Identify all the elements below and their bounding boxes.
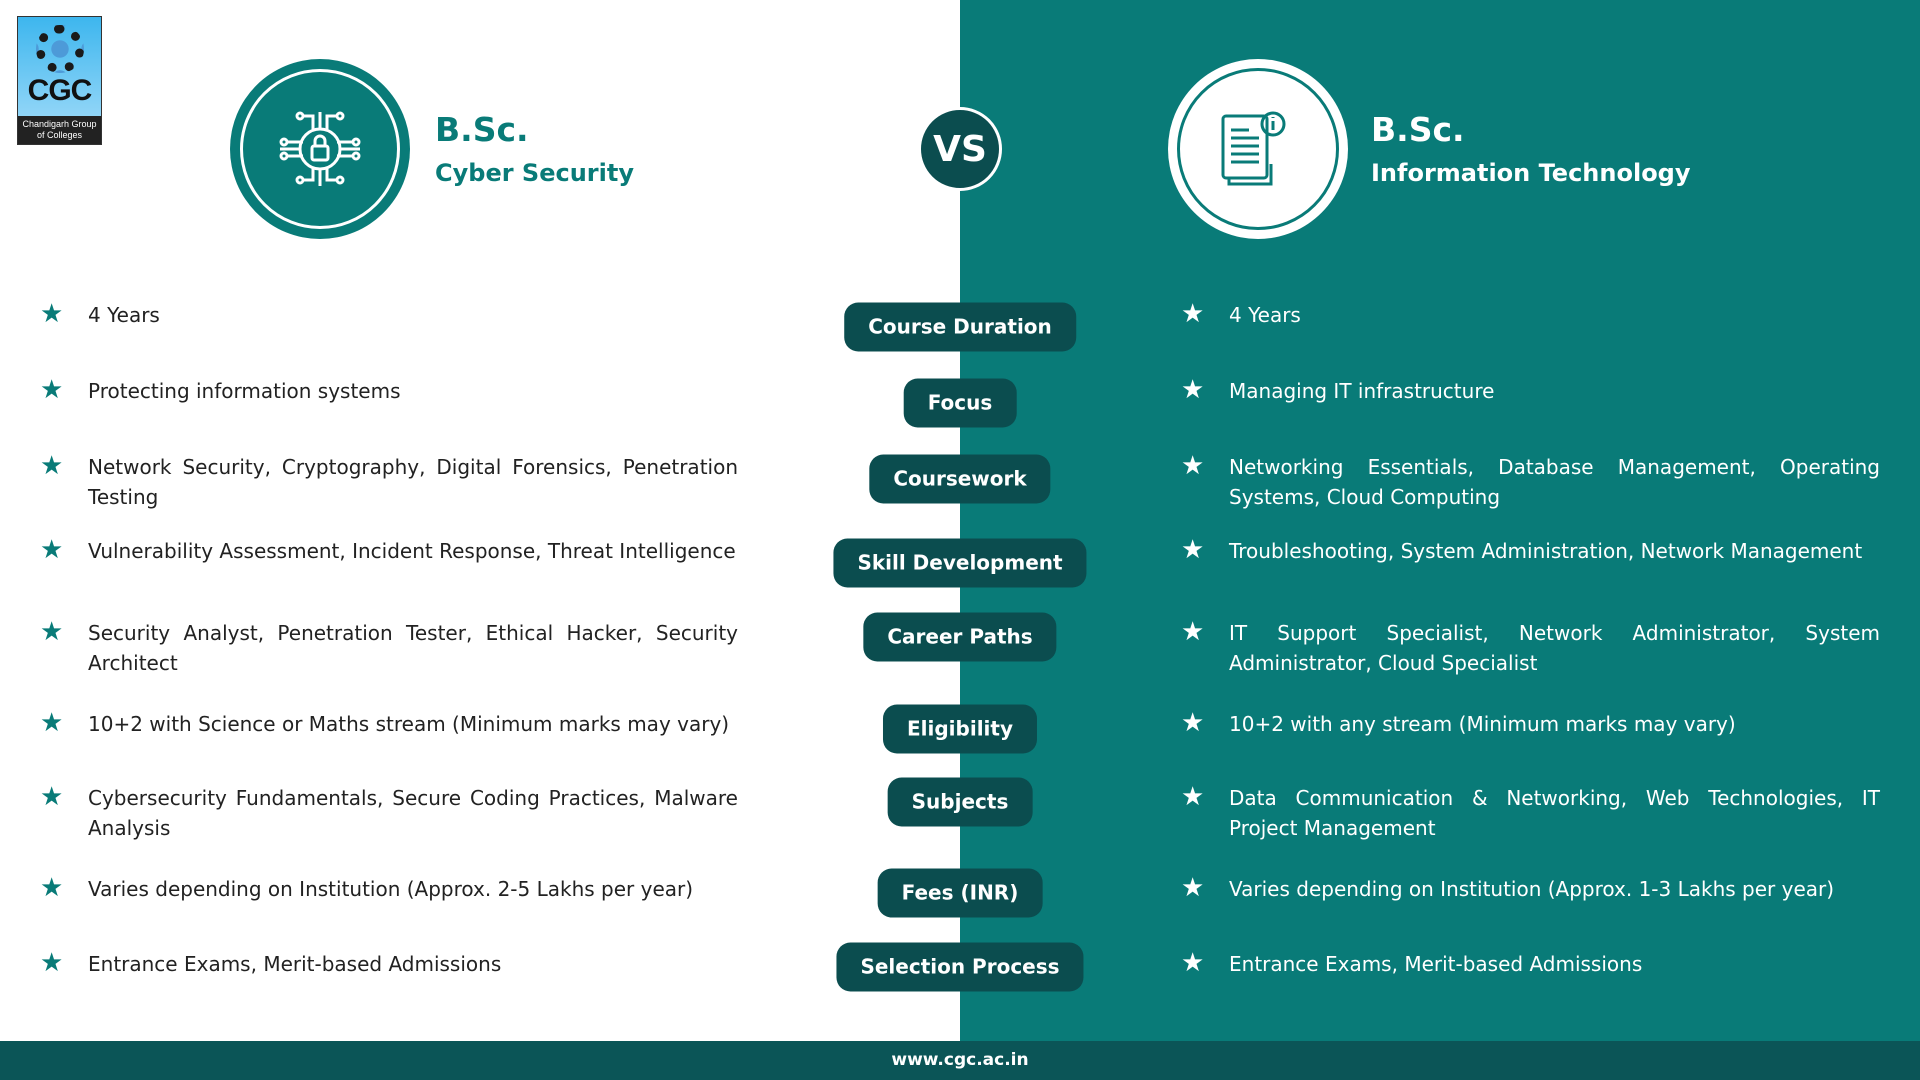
star-icon: ★ [40, 451, 64, 481]
right-skill-development-value: Troubleshooting, System Administration, Network Management [1229, 539, 1863, 563]
right-coursework-value: Networking Essentials, Database Management, Operating Systems, Cloud Computing [1229, 455, 1880, 509]
label-fees-inr: Fees (INR) [878, 869, 1043, 918]
logo-text: CGC [27, 74, 92, 107]
star-icon: ★ [1181, 948, 1205, 978]
right-fees-inr-value: Varies depending on Institution (Approx. 1-3 Lakhs per year) [1229, 877, 1835, 901]
right-course-duration-value: 4 Years [1229, 303, 1301, 327]
label-coursework: Coursework [869, 455, 1050, 504]
right-subjects-value: Data Communication & Networking, Web Technologies, IT Project Management [1229, 786, 1880, 840]
star-icon: ★ [1181, 535, 1205, 565]
star-icon: ★ [40, 782, 64, 812]
label-career-paths: Career Paths [863, 613, 1056, 662]
information-technology-badge [1168, 59, 1348, 239]
star-icon: ★ [1181, 708, 1205, 738]
document-info-icon [1213, 104, 1303, 194]
logo-subtitle: Chandigarh Group of Colleges [18, 116, 101, 144]
label-focus: Focus [904, 379, 1017, 428]
left-eligibility-value: 10+2 with Science or Maths stream (Minimum marks may vary) [88, 712, 730, 736]
cyber-lock-icon [275, 104, 365, 194]
star-icon: ★ [40, 535, 64, 565]
left-subjects-value: Cybersecurity Fundamentals, Secure Coding Practices, Malware Analysis [88, 786, 738, 840]
star-icon: ★ [1181, 299, 1205, 329]
right-career-paths-value: IT Support Specialist, Network Administrator, System Administrator, Cloud Specialist [1229, 621, 1880, 675]
label-course-duration: Course Duration [844, 303, 1076, 352]
star-icon: ★ [40, 948, 64, 978]
left-skill-development-value: Vulnerability Assessment, Incident Response, Threat Intelligence [88, 539, 736, 563]
cgc-logo [17, 16, 102, 145]
left-degree: B.Sc. [435, 110, 529, 149]
star-icon: ★ [40, 708, 64, 738]
label-eligibility: Eligibility [883, 705, 1037, 754]
cyber-security-badge [230, 59, 410, 239]
label-subjects: Subjects [888, 778, 1033, 827]
right-selection-process-value: Entrance Exams, Merit-based Admissions [1229, 952, 1643, 976]
right-program-title [1371, 110, 1691, 187]
left-career-paths-value: Security Analyst, Penetration Tester, Ethical Hacker, Security Architect [88, 621, 738, 675]
star-icon: ★ [1181, 375, 1205, 405]
star-icon: ★ [40, 617, 64, 647]
star-icon: ★ [1181, 782, 1205, 812]
star-icon: ★ [40, 299, 64, 329]
left-course-duration-value: 4 Years [88, 303, 160, 327]
footer-url: www.cgc.ac.in [0, 1041, 1920, 1080]
left-coursework-value: Network Security, Cryptography, Digital Forensics, Penetration Testing [88, 455, 738, 509]
label-selection-process: Selection Process [836, 943, 1083, 992]
star-icon: ★ [1181, 617, 1205, 647]
star-icon: ★ [1181, 451, 1205, 481]
left-program-title [435, 110, 634, 187]
left-program-name: Cyber Security [435, 159, 634, 187]
right-program-name: Information Technology [1371, 159, 1691, 187]
star-icon: ★ [1181, 873, 1205, 903]
star-icon: ★ [40, 873, 64, 903]
right-focus-value: Managing IT infrastructure [1229, 379, 1495, 403]
star-icon: ★ [40, 375, 64, 405]
left-focus-value: Protecting information systems [88, 379, 401, 403]
left-fees-inr-value: Varies depending on Institution (Approx. 2-5 Lakhs per year) [88, 877, 694, 901]
left-selection-process-value: Entrance Exams, Merit-based Admissions [88, 952, 502, 976]
right-eligibility-value: 10+2 with any stream (Minimum marks may vary) [1229, 712, 1736, 736]
label-skill-development: Skill Development [833, 539, 1086, 588]
gear-globe-icon [36, 25, 84, 73]
vs-badge: VS [918, 107, 1002, 191]
right-degree: B.Sc. [1371, 110, 1465, 149]
